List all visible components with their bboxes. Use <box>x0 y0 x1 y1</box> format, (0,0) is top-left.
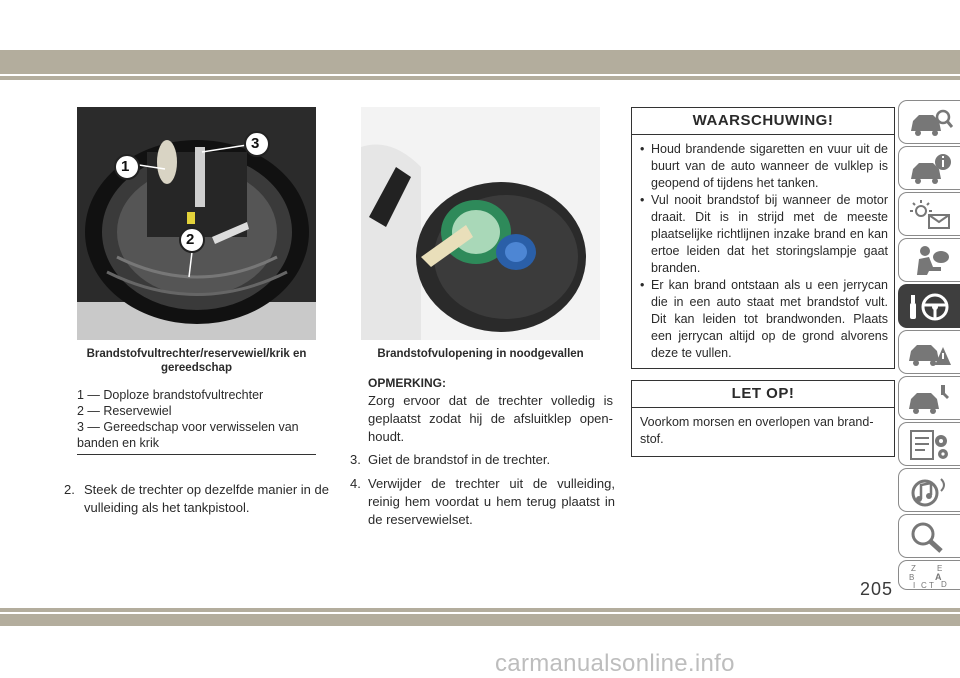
chapter-tabs <box>898 100 960 590</box>
left-legend <box>77 387 316 451</box>
index-letter: I <box>913 581 916 589</box>
warning-lights-icon <box>907 199 953 231</box>
fuel-filler-photo <box>361 107 600 340</box>
warning-item: • Houd brandende sigaretten en vuur uit de buurt van de auto wanneer de vulklep is geopend of tijdens het tanken. <box>640 141 888 192</box>
tab-car-info[interactable] <box>898 146 960 190</box>
tab-index[interactable] <box>898 560 960 590</box>
car-info-icon <box>907 153 953 185</box>
legend-divider <box>77 454 316 455</box>
index-letter: A <box>935 572 942 582</box>
car-crash-icon <box>907 337 953 369</box>
step-2 <box>64 481 334 517</box>
airbag-seat-icon <box>907 245 953 277</box>
page-number: 205 <box>860 579 894 599</box>
warning-list <box>640 141 888 362</box>
tab-car-crash[interactable] <box>898 330 960 374</box>
step-3 <box>350 451 615 469</box>
index-letter: E <box>937 564 943 573</box>
legend-item-2: 2 — Reservewiel <box>77 404 172 418</box>
caution-box <box>631 380 895 457</box>
tab-specifications[interactable] <box>898 422 960 466</box>
warning-item: • Vul nooit brandstof bij wanneer de motor draait. Dit is in strijd met de meeste plaatselijke richtlijnen inzake brand en kan ertoe leiden dat het storingslampje gaat branden. <box>640 192 888 277</box>
tab-search[interactable] <box>898 514 960 558</box>
legend-item-1: 1 — Doploze brandstofvultrechter <box>77 388 264 402</box>
tab-warning-lights[interactable] <box>898 192 960 236</box>
header-band <box>0 50 960 74</box>
specifications-icon <box>907 429 953 461</box>
spare-wheel-illustration <box>77 107 316 340</box>
tab-multimedia[interactable] <box>898 468 960 512</box>
caution-text: Voorkom morsen en overlopen van brandstof. <box>640 415 874 446</box>
multimedia-icon <box>907 475 953 507</box>
warning-box <box>631 107 895 369</box>
footer-band <box>0 614 960 626</box>
step-4-text: Verwijder de trechter uit de vulleiding, reinig hem voordat u hem terug plaatst in de reservewielset. <box>368 476 615 527</box>
step-2-number: 2. <box>64 482 75 497</box>
note-title: OPMERKING: <box>368 376 446 390</box>
middle-figure-caption: Brandstofvulopening in noodgevallen <box>377 348 584 360</box>
legend-item-3: 3 — Gereedschap voor verwisselen van banden en krik <box>77 420 299 450</box>
index-letter: D <box>941 580 947 589</box>
callout-3-label: 3 <box>251 135 260 152</box>
step-4-number: 4. <box>350 476 361 491</box>
callout-2-label: 2 <box>186 231 195 248</box>
steering-wheel-icon <box>907 291 953 323</box>
spare-wheel-photo <box>77 107 316 340</box>
warning-title: WAARSCHUWING! <box>632 108 894 135</box>
step-4 <box>350 475 615 529</box>
watermark[interactable]: carmanualsonline.info <box>495 650 735 677</box>
fuel-filler-illustration <box>361 107 600 340</box>
header-band-line <box>0 76 960 80</box>
step-3-number: 3. <box>350 452 361 467</box>
index-icon <box>907 563 953 589</box>
callout-1-label: 1 <box>121 158 130 175</box>
caution-title: LET OP! <box>632 381 894 408</box>
left-figure-caption: Brandstofvultrechter/reservewiel/krik en gereedschap <box>86 348 307 374</box>
warning-item: • Er kan brand ontstaan als u een jerrycan die in een auto staat met brandstof vult. Dit kan leiden tot brandwonden. Plaats een jerrycan altijd op de grond alvorens deze te vullen. <box>640 277 888 362</box>
note-text: Zorg ervoor dat de trechter volledig is geplaatst zodat hij de afsluitklep openhoudt. <box>368 393 613 444</box>
car-service-icon <box>907 383 953 415</box>
note <box>368 374 613 446</box>
tab-airbag-seat[interactable] <box>898 238 960 282</box>
step-2-text: Steek de trechter op dezelfde manier in de vulleiding als het tankpistool. <box>84 482 329 515</box>
index-letter: T <box>929 581 934 589</box>
car-search-icon <box>907 107 953 139</box>
step-3-text: Giet de brandstof in de trechter. <box>368 452 551 467</box>
footer-band-line <box>0 608 960 612</box>
tab-starting-driving[interactable] <box>898 284 960 328</box>
tab-car-service[interactable] <box>898 376 960 420</box>
index-letter: Z <box>911 564 916 573</box>
index-letter: B <box>909 573 915 582</box>
index-letter: C <box>921 581 927 589</box>
search-icon <box>907 521 953 553</box>
tab-car-search[interactable] <box>898 100 960 144</box>
